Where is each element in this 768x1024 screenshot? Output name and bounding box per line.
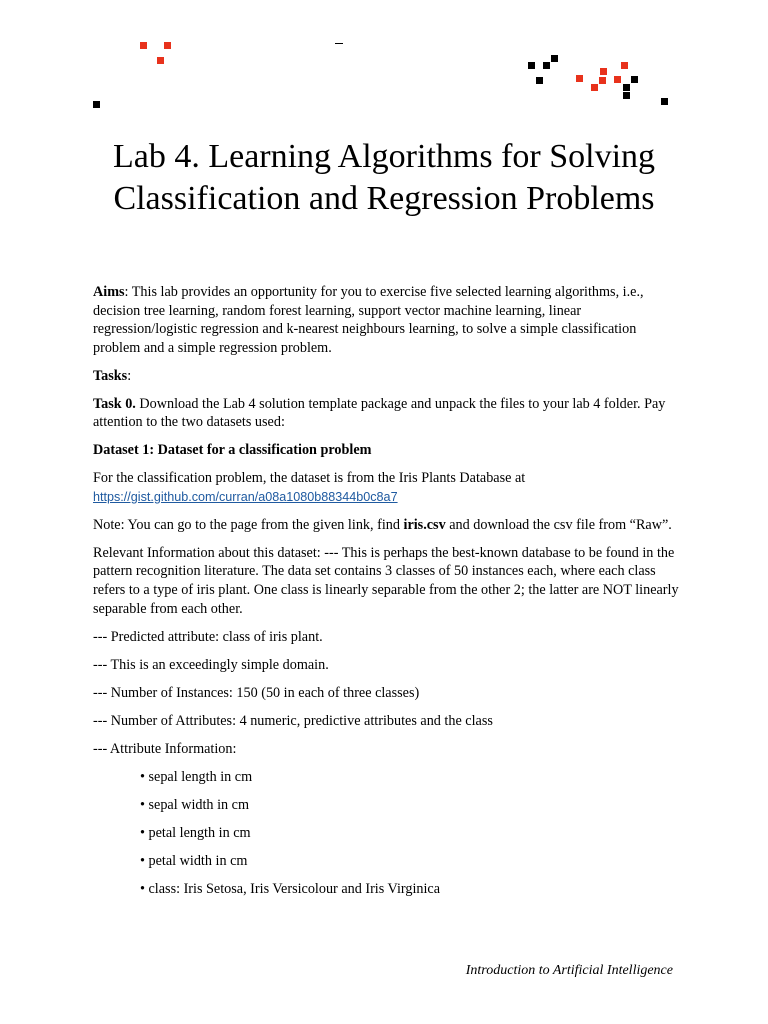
logo-dot (164, 42, 171, 49)
logo-dot (576, 75, 583, 82)
iris-dataset-link[interactable]: https://gist.github.com/curran/a08a1080b88344b0c8a7 (93, 489, 398, 504)
logo-dot (157, 57, 164, 64)
logo-dot (536, 77, 543, 84)
logo-dot (551, 55, 558, 62)
tasks-label: Tasks (93, 367, 128, 384)
logo-dot (599, 77, 606, 84)
logo-dash (335, 43, 343, 44)
page-footer: Introduction to Artificial Intelligence (465, 963, 673, 978)
aims-label: Aims (93, 284, 125, 300)
document-body (93, 283, 683, 907)
page-title (60, 136, 708, 220)
tasks-heading (93, 367, 683, 386)
task0-paragraph (93, 395, 683, 432)
task0-text: Download the Lab 4 solution template package and unpack the files to your lab 4 folder. Pay attention to the two datasets used: (93, 395, 666, 431)
logo-dot (591, 84, 598, 91)
logo-dot (614, 76, 621, 83)
task0-label: Task 0. (93, 395, 136, 412)
attribute-bullet: • class: Iris Setosa, Iris Versicolour and Iris Virginica (140, 880, 441, 897)
attribute-bullet: • petal length in cm (140, 824, 251, 841)
title-line-2: Classification and Regression Problems (113, 180, 655, 217)
dataset1-source-text: For the classification problem, the dataset is from the Iris Plants Database at (93, 470, 526, 487)
logo-dot (93, 101, 100, 108)
dataset1-heading (93, 441, 683, 460)
logo-dot (623, 84, 630, 91)
attribute-bullet: • sepal width in cm (140, 796, 249, 813)
dataset1-item: --- This is an exceedingly simple domain. (93, 656, 329, 673)
logo-dot (600, 68, 607, 75)
dataset1-item: --- Predicted attribute: class of iris plant. (93, 628, 323, 645)
tasks-suffix: : (127, 367, 132, 384)
dataset1-item: --- Number of Attributes: 4 numeric, predictive attributes and the class (93, 712, 493, 729)
logo-dot (621, 62, 628, 69)
aims-text: : This lab provides an opportunity for you to exercise five selected learning algorithms, i.e., decision tree learning, random forest learning, support vector machine learning, linear regression/logistic regression and k-nearest neighbours learning, to solve a simple classification problem and a simple regression problem. (93, 284, 644, 356)
logo-dot (661, 98, 668, 105)
dataset1-heading-text: Dataset 1: Dataset for a classification problem (93, 442, 372, 459)
logo-dot (543, 62, 550, 69)
aims-paragraph (93, 283, 683, 357)
dataset1-item: --- Number of Instances: 150 (50 in each of three classes) (93, 684, 420, 701)
logo-dot (528, 62, 535, 69)
logo-dot (140, 42, 147, 49)
attribute-bullet: • sepal length in cm (140, 768, 253, 785)
dataset1-relevant-info: Relevant Information about this dataset: --- This is perhaps the best-known database to be found in the pattern recognition literature. The data set contains 3 classes of 50 instances each, where each class refers to a type of iris plant. One class is linearly separable from the other 2; the latter are NOT linearly separable from each other. (93, 544, 679, 617)
attribute-bullet: • petal width in cm (140, 852, 248, 869)
note-suffix: and download the csv file from “Raw”. (445, 516, 672, 533)
logo-dot (623, 92, 630, 99)
logo-dot (631, 76, 638, 83)
dataset1-item: --- Attribute Information: (93, 740, 237, 757)
dataset1-note (93, 516, 683, 535)
dataset1-source (93, 469, 683, 506)
note-filename: iris.csv (403, 516, 446, 533)
note-prefix: Note: You can go to the page from the given link, find (93, 516, 404, 533)
title-line-1: Lab 4. Learning Algorithms for Solving (112, 138, 656, 175)
